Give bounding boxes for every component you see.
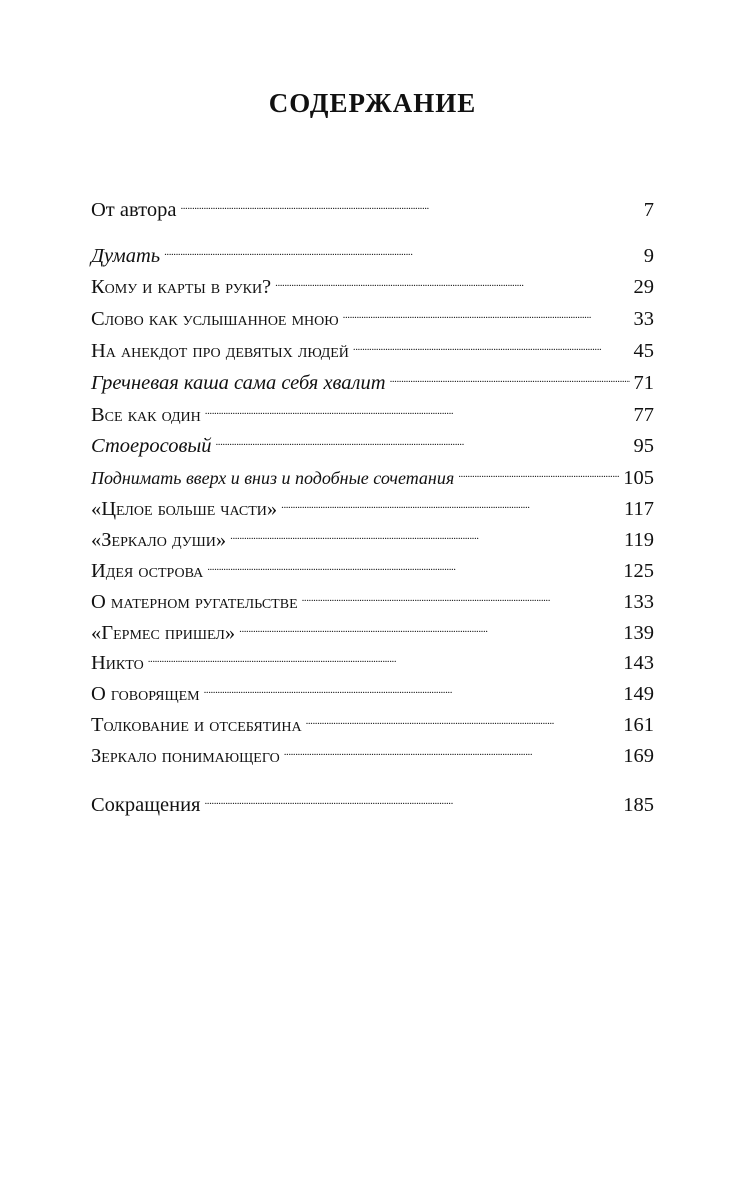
toc-entry-title: О матерном ругательстве xyxy=(91,591,298,613)
toc-entry xyxy=(91,422,654,457)
toc-entry-title: «Гермес пришел» xyxy=(91,622,236,644)
toc-entry-title: Зеркало понимающего xyxy=(91,745,280,767)
toc-leader-dots xyxy=(306,701,620,731)
toc-leader-dots xyxy=(205,391,630,421)
toc-entry xyxy=(91,781,654,816)
toc-entry xyxy=(91,547,654,582)
toc-entry xyxy=(91,295,654,330)
toc-entry-title: Думать xyxy=(91,245,161,267)
toc-leader-dots xyxy=(390,359,630,389)
toc-entry-page: 143 xyxy=(623,652,654,674)
toc-entry-title: От автора xyxy=(91,199,177,221)
toc-entry-title: Никто xyxy=(91,652,144,674)
toc-entry xyxy=(91,609,654,644)
toc-leader-dots xyxy=(204,670,620,700)
toc-entry-page: 33 xyxy=(633,308,654,330)
toc-entry-page: 9 xyxy=(643,245,654,267)
toc-entry-page: 161 xyxy=(623,714,654,736)
toc-leader-dots xyxy=(302,578,620,608)
toc-leader-dots xyxy=(353,327,630,357)
toc-entry xyxy=(91,327,654,362)
toc-leader-dots xyxy=(281,485,620,515)
toc-entry xyxy=(91,732,654,767)
toc-entry xyxy=(91,232,654,267)
toc-entry-page: 117 xyxy=(624,498,654,520)
toc-entry-page: 77 xyxy=(633,404,654,426)
toc-leader-dots xyxy=(239,609,619,639)
toc-entry xyxy=(91,359,654,394)
toc-entry xyxy=(91,578,654,613)
toc-entry-page: 139 xyxy=(623,622,654,644)
toc-entry-title: Кому и карты в руки? xyxy=(91,276,272,298)
toc-entry xyxy=(91,454,654,489)
toc-entry-title: Все как один xyxy=(91,404,201,426)
toc-entry-page: 149 xyxy=(623,683,654,705)
toc-entry xyxy=(91,701,654,736)
toc-leader-dots xyxy=(207,547,619,577)
toc-leader-dots xyxy=(205,781,620,811)
toc-entry-title: О говорящем xyxy=(91,683,200,705)
toc-entry xyxy=(91,391,654,426)
toc-leader-dots xyxy=(284,732,620,762)
toc-entry-title: Гречневая каша сама себя хвалит xyxy=(91,372,386,394)
toc-entry-title: Слово как услышанное мною xyxy=(91,308,339,330)
toc-leader-dots xyxy=(148,639,620,669)
toc-entry-page: 45 xyxy=(633,340,654,362)
toc-entry xyxy=(91,639,654,674)
toc-entry-page: 95 xyxy=(633,435,654,457)
toc-leader-dots xyxy=(343,295,630,325)
toc-entry xyxy=(91,516,654,551)
toc-entry-page: 105 xyxy=(623,467,654,489)
toc-entry xyxy=(91,485,654,520)
toc-leader-dots xyxy=(458,454,619,484)
toc-entry-title: На анекдот про девятых людей xyxy=(91,340,349,362)
toc-entry xyxy=(91,263,654,298)
toc-entry-page: 185 xyxy=(623,794,654,816)
toc-entry-title: Сокращения xyxy=(91,794,201,816)
toc-entry-page: 119 xyxy=(624,529,654,551)
toc-entry-title: Стоеросовый xyxy=(91,435,212,457)
toc-leader-dots xyxy=(275,263,629,293)
toc-entry xyxy=(91,670,654,705)
toc-entry-page: 71 xyxy=(633,372,654,394)
toc-entry-page: 133 xyxy=(623,591,654,613)
toc-entry-title: Поднимать вверх и вниз и подобные сочетания xyxy=(91,468,455,488)
toc-entry-page: 7 xyxy=(643,199,654,221)
toc-entry xyxy=(91,186,654,221)
toc-entry-page: 169 xyxy=(623,745,654,767)
toc-entry-page: 125 xyxy=(623,560,654,582)
toc-leader-dots xyxy=(164,232,640,262)
toc-entry-title: Толкование и отсебятина xyxy=(91,714,302,736)
toc-entry-title: «Целое больше части» xyxy=(91,498,278,520)
page-title: СОДЕРЖАНИЕ xyxy=(268,88,477,118)
toc-leader-dots xyxy=(230,516,620,546)
toc-leader-dots xyxy=(216,422,630,452)
toc-entry-title: «Зеркало души» xyxy=(91,529,227,551)
toc-leader-dots xyxy=(180,186,639,216)
toc-entry-page: 29 xyxy=(633,276,654,298)
toc-entry-title: Идея острова xyxy=(91,560,204,582)
